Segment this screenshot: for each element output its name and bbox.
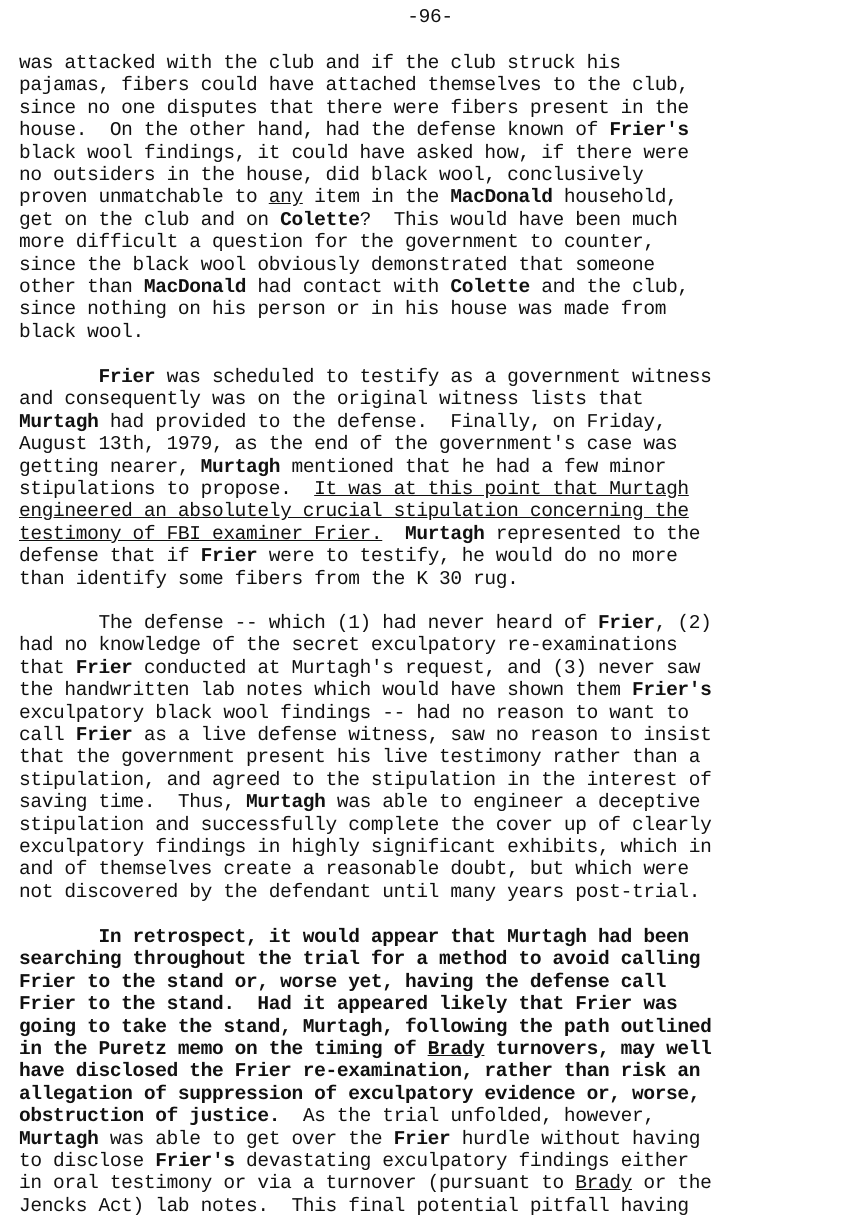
text-run: since no one disputes that there were fibers present in the bbox=[19, 96, 689, 119]
text-run: Frier bbox=[597, 612, 655, 634]
text-line bbox=[19, 186, 854, 208]
text-line bbox=[19, 74, 854, 96]
text-run: have disclosed the Frier re-examination, rather than risk an bbox=[19, 1060, 701, 1083]
text-line bbox=[19, 1083, 854, 1105]
text-run: as a live defense witness, saw no reason to insist bbox=[132, 723, 712, 746]
text-line bbox=[19, 814, 854, 836]
text-run: more difficult a question for the government to counter, bbox=[19, 231, 655, 254]
text-run: stipulations to propose. bbox=[19, 477, 315, 500]
paragraph-2 bbox=[19, 366, 854, 590]
text-run: were to testify, he would do no more bbox=[257, 545, 678, 568]
text-line bbox=[19, 366, 854, 388]
page-number: -96- bbox=[407, 6, 453, 28]
text-line bbox=[19, 388, 854, 410]
text-run: August 13th, 1979, as the end of the government's case was bbox=[19, 433, 678, 456]
text-run: proven unmatchable to bbox=[19, 186, 269, 209]
text-line bbox=[19, 769, 854, 791]
text-run bbox=[19, 366, 98, 388]
text-run: was scheduled to testify as a government witness bbox=[155, 366, 712, 388]
text-line bbox=[19, 411, 854, 433]
text-run: any bbox=[268, 186, 303, 209]
text-line bbox=[19, 1195, 854, 1217]
text-line bbox=[19, 657, 854, 679]
text-line bbox=[19, 634, 854, 656]
text-run: It was at this point that Murtagh bbox=[314, 477, 689, 500]
text-line bbox=[19, 231, 854, 253]
text-line bbox=[19, 164, 854, 186]
text-run: and of themselves create a reasonable doubt, but which were bbox=[19, 858, 689, 881]
text-run: or the bbox=[632, 1172, 712, 1195]
text-run: in oral testimony or via a turnover (pursuant to bbox=[19, 1172, 576, 1195]
text-line bbox=[19, 836, 854, 858]
text-line bbox=[19, 679, 854, 701]
text-run: ? This would have been much bbox=[359, 208, 678, 231]
text-run: since the black wool obviously demonstrated that someone bbox=[19, 253, 655, 276]
text-line bbox=[19, 478, 854, 500]
text-run: Frier bbox=[75, 723, 133, 746]
text-line bbox=[19, 545, 854, 567]
text-run: MacDonald bbox=[143, 275, 247, 298]
text-run: Murtagh bbox=[404, 522, 485, 545]
text-run: item in the bbox=[302, 186, 451, 209]
paragraph-4 bbox=[19, 926, 854, 1217]
text-run: house. On the other hand, had the defense known of bbox=[19, 119, 610, 142]
text-line bbox=[19, 433, 854, 455]
text-run: represented to the bbox=[484, 522, 701, 545]
text-run: mentioned that he had a few minor bbox=[280, 455, 667, 478]
paragraph-1 bbox=[19, 52, 854, 343]
text-line bbox=[19, 1060, 854, 1082]
text-run: call bbox=[19, 723, 76, 746]
text-run: engineered an absolutely crucial stipulation concerning the bbox=[19, 500, 689, 523]
text-run: in the Puretz memo on the timing of bbox=[19, 1037, 428, 1060]
text-run: obstruction of justice. bbox=[19, 1105, 281, 1128]
text-run: Murtagh bbox=[200, 455, 281, 478]
text-run: allegation of suppression of exculpatory evidence or, worse, bbox=[19, 1082, 701, 1105]
text-run: stipulation and successfully complete the cover up of clearly bbox=[19, 813, 712, 836]
text-run: that bbox=[19, 656, 76, 679]
text-line bbox=[19, 254, 854, 276]
text-run: had provided to the defense. Finally, on Friday, bbox=[98, 410, 667, 433]
text-run: , (2) bbox=[654, 612, 712, 634]
text-line bbox=[19, 948, 854, 970]
text-run: Frier's bbox=[632, 679, 712, 702]
text-run: was attacked with the club and if the club struck his bbox=[19, 52, 621, 74]
text-run: In retrospect, it would appear that Murtagh had been bbox=[19, 926, 689, 948]
text-run: Colette bbox=[450, 275, 530, 298]
text-line bbox=[19, 500, 854, 522]
text-run: Frier bbox=[200, 545, 258, 568]
text-run: hurdle without having bbox=[450, 1127, 701, 1150]
text-line bbox=[19, 523, 854, 545]
text-line bbox=[19, 993, 854, 1015]
text-run: household, bbox=[552, 186, 678, 209]
text-line bbox=[19, 209, 854, 231]
text-run: stipulation, and agreed to the stipulation in the interest of bbox=[19, 768, 712, 791]
text-line bbox=[19, 881, 854, 903]
text-line bbox=[19, 858, 854, 880]
text-run: exculpatory findings in highly significant exhibits, which in bbox=[19, 835, 712, 858]
text-run: had no knowledge of the secret exculpatory re-examinations bbox=[19, 634, 678, 657]
text-run: Brady bbox=[427, 1037, 485, 1060]
text-run: Murtagh bbox=[246, 791, 326, 814]
text-line bbox=[19, 746, 854, 768]
text-run: testimony of FBI examiner Frier. bbox=[19, 522, 383, 545]
text-run: As the trial unfolded, however, bbox=[280, 1105, 655, 1128]
text-run: getting nearer, bbox=[19, 455, 201, 478]
text-run: defense that if bbox=[19, 545, 201, 568]
text-run: Frier's bbox=[609, 119, 689, 142]
text-run: Frier bbox=[98, 366, 156, 388]
text-run: and consequently was on the original witness lists that bbox=[19, 388, 644, 411]
text-run: MacDonald bbox=[450, 186, 553, 209]
text-line bbox=[19, 971, 854, 993]
text-run: Frier bbox=[393, 1127, 451, 1150]
text-run: Frier to the stand. Had it appeared likely that Frier was bbox=[19, 993, 678, 1016]
text-run: that the government present his live testimony rather than a bbox=[19, 746, 701, 769]
text-line bbox=[19, 1172, 854, 1194]
text-run: Colette bbox=[280, 208, 360, 231]
text-line bbox=[19, 1105, 854, 1127]
text-run: to disclose bbox=[19, 1149, 156, 1172]
text-line bbox=[19, 276, 854, 298]
text-run: and the club, bbox=[529, 275, 689, 298]
text-line bbox=[19, 702, 854, 724]
text-run bbox=[382, 523, 405, 545]
text-run: was able to get over the bbox=[98, 1127, 394, 1150]
paragraph-3 bbox=[19, 612, 854, 903]
text-run: Brady bbox=[575, 1172, 633, 1195]
text-run: since nothing on his person or in his house was made from bbox=[19, 298, 667, 321]
text-run: going to take the stand, Murtagh, following the path outlined bbox=[19, 1015, 712, 1038]
text-run: The defense -- which (1) had never heard of bbox=[19, 612, 598, 634]
text-line bbox=[19, 724, 854, 746]
text-run: not discovered by the defendant until many years post-trial. bbox=[19, 880, 701, 903]
text-run: pajamas, fibers could have attached themselves to the club, bbox=[19, 74, 689, 97]
text-run: the handwritten lab notes which would have shown them bbox=[19, 679, 633, 702]
text-run: no outsiders in the house, did black wool, conclusively bbox=[19, 163, 644, 186]
text-line bbox=[19, 298, 854, 320]
text-run: than identify some fibers from the K 30 rug. bbox=[19, 567, 519, 590]
text-run: get on the club and on bbox=[19, 208, 281, 231]
text-run: Jencks Act) lab notes. This final potential pitfall having bbox=[19, 1194, 689, 1217]
text-run: Frier bbox=[75, 656, 133, 679]
text-run: other than bbox=[19, 275, 144, 298]
text-line bbox=[19, 1038, 854, 1060]
text-line bbox=[19, 568, 854, 590]
text-line bbox=[19, 1150, 854, 1172]
text-run: Murtagh bbox=[19, 1127, 99, 1150]
text-line bbox=[19, 791, 854, 813]
text-run: saving time. Thus, bbox=[19, 791, 247, 814]
text-line bbox=[19, 97, 854, 119]
text-line bbox=[19, 456, 854, 478]
text-run: devastating exculpatory findings either bbox=[234, 1149, 689, 1172]
text-line bbox=[19, 612, 854, 634]
text-line bbox=[19, 1016, 854, 1038]
text-line bbox=[19, 926, 854, 948]
text-line bbox=[19, 142, 854, 164]
text-run: searching throughout the trial for a method to avoid calling bbox=[19, 948, 701, 971]
text-run: Frier's bbox=[155, 1149, 235, 1172]
text-run: black wool findings, it could have asked how, if there were bbox=[19, 141, 689, 164]
text-run: Murtagh bbox=[19, 410, 99, 433]
text-line bbox=[19, 52, 854, 74]
text-line bbox=[19, 1128, 854, 1150]
text-run: conducted at Murtagh's request, and (3) never saw bbox=[132, 656, 701, 679]
text-run: Frier to the stand or, worse yet, having the defense call bbox=[19, 970, 667, 993]
text-line bbox=[19, 321, 854, 343]
text-run: turnovers, may well bbox=[484, 1037, 712, 1060]
text-line bbox=[19, 119, 854, 141]
text-run: was able to engineer a deceptive bbox=[325, 791, 701, 814]
text-run: had contact with bbox=[246, 275, 451, 298]
text-run: black wool. bbox=[19, 320, 144, 343]
text-run: exculpatory black wool findings -- had no reason to want to bbox=[19, 701, 689, 724]
